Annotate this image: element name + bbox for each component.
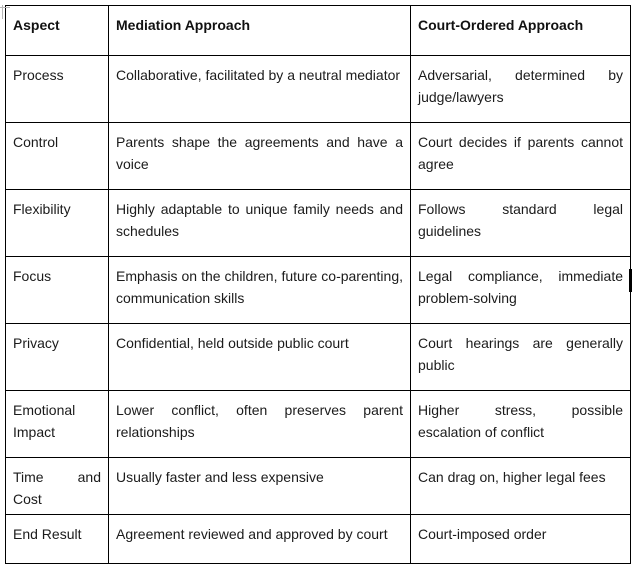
aspect-cell[interactable]: Control xyxy=(6,123,109,190)
table-row-focus xyxy=(6,257,631,324)
mediation-cell[interactable]: Usually faster and less expensive xyxy=(109,458,411,515)
aspect-cell[interactable]: Process xyxy=(6,56,109,123)
document-page xyxy=(0,5,634,564)
mediation-cell[interactable]: Parents shape the agreements and have a voice xyxy=(109,123,411,190)
aspect-cell[interactable]: Emotional Impact xyxy=(6,391,109,458)
court-cell[interactable]: Can drag on, higher legal fees xyxy=(411,458,631,515)
mediation-cell[interactable]: Confidential, held outside public court xyxy=(109,324,411,391)
col-header-mediation[interactable]: Mediation Approach xyxy=(109,6,411,56)
aspect-cell[interactable]: End Result xyxy=(6,515,109,564)
aspect-cell[interactable]: Privacy xyxy=(6,324,109,391)
table-row-time-and-cost xyxy=(6,458,631,515)
table-row-process xyxy=(6,56,631,123)
header-row xyxy=(6,6,631,56)
aspect-cell[interactable]: Flexibility xyxy=(6,190,109,257)
col-header-court[interactable]: Court-Ordered Approach xyxy=(411,6,631,56)
court-cell[interactable]: Adversarial, determined by judge/lawyers xyxy=(411,56,631,123)
court-cell[interactable]: Court decides if parents cannot agree xyxy=(411,123,631,190)
text-cursor xyxy=(629,269,632,292)
table-row-emotional-impact xyxy=(6,391,631,458)
aspect-cell[interactable]: Time and Cost xyxy=(6,458,109,515)
court-cell[interactable]: Court-imposed order xyxy=(411,515,631,564)
table-row-privacy xyxy=(6,324,631,391)
table-row-end-result xyxy=(6,515,631,564)
aspect-cell[interactable]: Focus xyxy=(6,257,109,324)
court-cell[interactable]: Court hearings are generally public xyxy=(411,324,631,391)
mediation-cell[interactable]: Emphasis on the children, future co-parenting, communication skills xyxy=(109,257,411,324)
court-cell[interactable]: Higher stress, possible escalation of conflict xyxy=(411,391,631,458)
court-cell[interactable]: Legal compliance, immediate problem-solving xyxy=(411,257,631,324)
comparison-table xyxy=(5,5,631,564)
court-cell[interactable]: Follows standard legal guidelines xyxy=(411,190,631,257)
page-corner-mark-horizontal xyxy=(0,7,10,8)
col-header-aspect[interactable]: Aspect xyxy=(6,6,109,56)
mediation-cell[interactable]: Collaborative, facilitated by a neutral mediator xyxy=(109,56,411,123)
mediation-cell[interactable]: Lower conflict, often preserves parent relationships xyxy=(109,391,411,458)
table-row-flexibility xyxy=(6,190,631,257)
mediation-cell[interactable]: Highly adaptable to unique family needs and schedules xyxy=(109,190,411,257)
mediation-cell[interactable]: Agreement reviewed and approved by court xyxy=(109,515,411,564)
table-row-control xyxy=(6,123,631,190)
